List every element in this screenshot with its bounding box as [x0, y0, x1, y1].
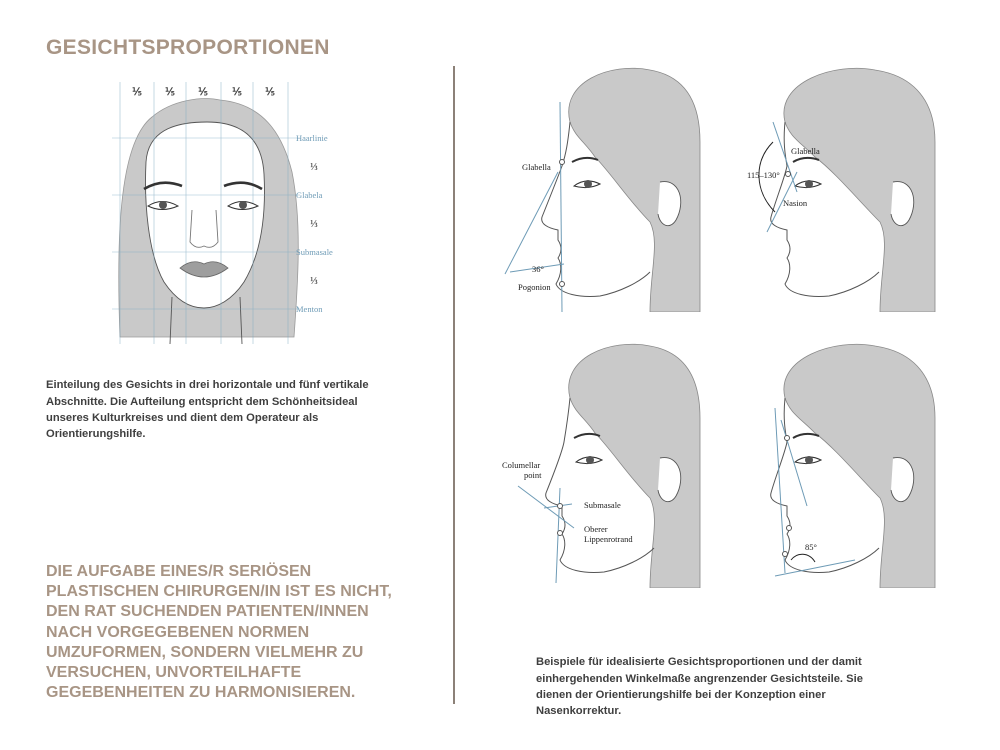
- profile-label: Lippenrotrand: [584, 534, 633, 544]
- landmark-label: Glabela: [296, 190, 323, 200]
- fraction-label: ⅕: [198, 87, 208, 98]
- landmark-label: Submasale: [296, 247, 333, 257]
- figure-caption-left: Einteilung des Gesichts in drei horizontale und fünf vertikale Abschnitte. Die Aufteilung entspricht dem Schönheitsideal unseres Kulturkreises und dient dem Operateur als Orientierungshilfe.: [46, 379, 369, 441]
- third-label: ⅓: [310, 162, 318, 173]
- fraction-label: ⅕: [132, 87, 142, 98]
- profile-figure-columellar: [500, 338, 705, 588]
- profile-figure-chin-angle: [745, 338, 950, 588]
- profile-figure-glabella-pogonion: [500, 62, 705, 312]
- profile-label: Oberer: [584, 524, 608, 534]
- profile-label: Glabella: [522, 162, 551, 172]
- profile-label: 115–130°: [747, 170, 780, 180]
- third-label: ⅓: [310, 219, 318, 230]
- profile-label: 85°: [805, 542, 817, 552]
- fraction-label: ⅕: [265, 87, 275, 98]
- profile-label: Submasale: [584, 500, 621, 510]
- profile-label: Columellar: [502, 460, 541, 470]
- page-title: GESICHTSPROPORTIONEN: [46, 36, 330, 59]
- pull-quote: DIE AUFGABE EINES/R SERIÖSEN PLASTISCHEN CHIRURGEN/IN IST ES NICHT, DEN RAT SUCHENDEN PATIENTEN/INNEN NACH VORGEGEBENEN NORMEN UMZUFORMEN, SONDERN VIELMEHR ZU VERSUCHEN, UNVORTEILHAFTE GEGEBENHEITEN ZU HARMONISIEREN.: [46, 563, 392, 702]
- profile-label: point: [524, 470, 542, 480]
- profile-figure-nasion-angle: [745, 62, 950, 312]
- profile-label: Glabella: [791, 146, 820, 156]
- profile-label: Nasion: [783, 198, 808, 208]
- landmark-label: Haarlinie: [296, 133, 328, 143]
- fraction-label: ⅕: [165, 87, 175, 98]
- fraction-label: ⅕: [232, 87, 242, 98]
- front-face-proportions-figure: [112, 82, 360, 344]
- profile-label: Pogonion: [518, 282, 551, 292]
- profile-label: 36°: [532, 264, 544, 274]
- third-label: ⅓: [310, 276, 318, 287]
- column-divider: [453, 66, 455, 704]
- figure-caption-right: Beispiele für idealisierte Gesichtsproportionen und der damit einhergehenden Winkelmaße angrenzender Gesichtsteile. Sie dienen der Orientierungshilfe bei der Konzeption einer Nasenkorrektur.: [536, 656, 863, 718]
- landmark-label: Menton: [296, 304, 323, 314]
